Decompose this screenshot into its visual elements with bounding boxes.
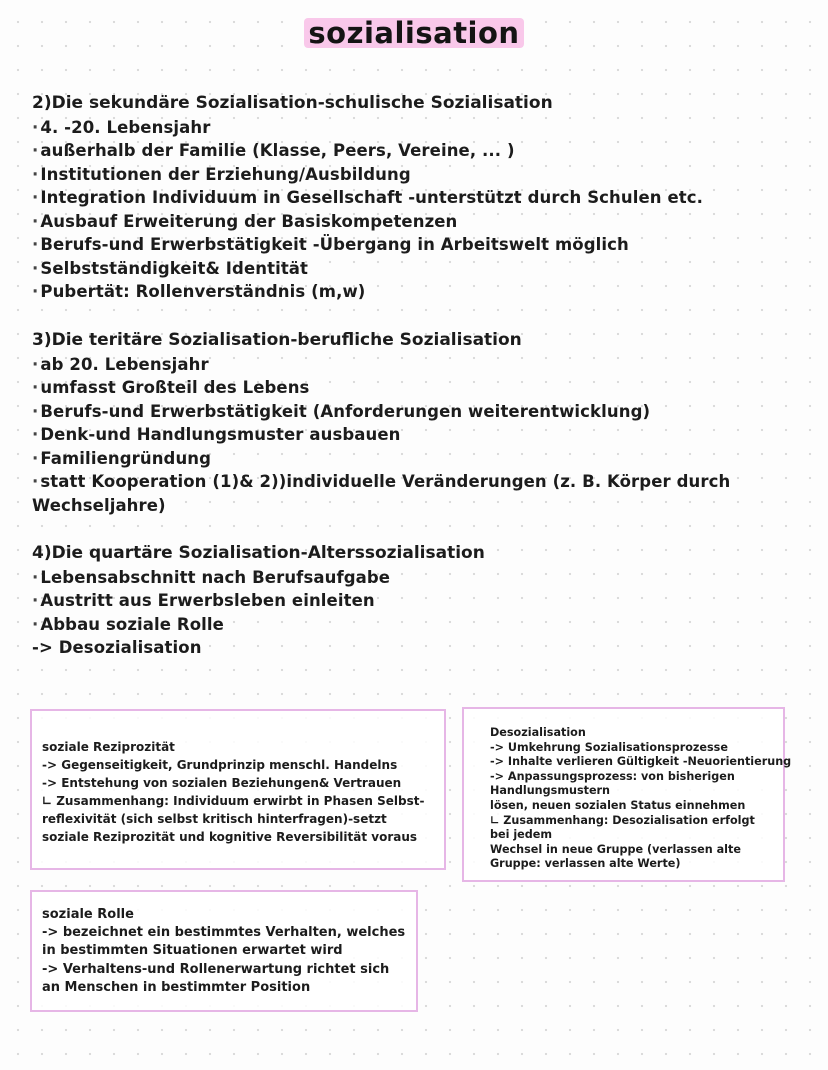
note-box-desozialisation bbox=[462, 707, 792, 882]
box-line: -> Verhaltens-und Rollenerwartung richtet sich bbox=[42, 961, 390, 977]
section-list bbox=[32, 353, 792, 518]
box-line: ∟ Zusammenhang: Individuum erwirbt in Phasen Selbst- bbox=[42, 794, 425, 808]
section-heading: 3)Die teritäre Sozialisation-berufliche Sozialisation bbox=[32, 330, 522, 350]
section-quaternary bbox=[32, 542, 792, 660]
list-item: · Berufs-und Erwerbstätigkeit -Übergang in Arbeitswelt möglich bbox=[32, 235, 629, 254]
list-item: · Lebensabschnitt nach Berufsaufgabe bbox=[32, 567, 391, 587]
list-item: · Institutionen der Erziehung/Ausbildung bbox=[32, 164, 411, 184]
box-line: -> bezeichnet ein bestimmtes Verhalten, welches bbox=[42, 925, 406, 941]
list-item: · Familiengründung bbox=[32, 448, 212, 468]
box-line: lösen, neuen sozialen Status einnehmen bbox=[490, 798, 746, 812]
box-line: -> Inhalte verlieren Gültigkeit -Neuorientierung bbox=[490, 755, 792, 769]
box-line: -> Umkehrung Sozialisationsprozesse bbox=[490, 740, 728, 754]
section-list bbox=[32, 566, 792, 660]
section-list bbox=[32, 116, 792, 304]
note-box-rolle bbox=[30, 890, 418, 1012]
list-item: · Pubertät: Rollenverständnis (m,w) bbox=[32, 282, 366, 301]
box-line: in bestimmten Situationen erwartet wird bbox=[42, 943, 343, 959]
box-line: an Menschen in bestimmter Position bbox=[42, 979, 311, 995]
box-line: reflexivität (sich selbst kritisch hinterfragen)-setzt bbox=[42, 812, 387, 826]
note-box-reziprozitaet bbox=[30, 709, 446, 870]
box-line: Wechsel in neue Gruppe (verlassen alte Gruppe: verlassen alte Werte) bbox=[490, 842, 741, 871]
section-heading: 2)Die sekundäre Sozialisation-schulische Sozialisation bbox=[32, 93, 553, 113]
section-tertiary bbox=[32, 329, 792, 517]
list-item: · Denk-und Handlungsmuster ausbauen bbox=[32, 425, 401, 444]
list-item: · umfasst Großteil des Lebens bbox=[32, 378, 310, 397]
section-secondary bbox=[32, 92, 792, 304]
box-line: -> Anpassungsprozess: von bisherigen Handlungsmustern bbox=[490, 769, 735, 798]
list-item: · 4. -20. Lebensjahr bbox=[32, 117, 211, 137]
list-item: · Berufs-und Erwerbstätigkeit (Anforderungen weiterentwicklung) bbox=[32, 401, 651, 421]
list-item: · Integration Individuum in Gesellschaft -unterstützt durch Schulen etc. bbox=[32, 188, 704, 207]
page-title-wrap bbox=[0, 18, 828, 48]
box-line: -> Entstehung von sozialen Beziehungen& Vertrauen bbox=[42, 776, 402, 790]
box-line: ∟ Zusammenhang: Desozialisation erfolgt bei jedem bbox=[490, 813, 755, 842]
box-title: Desozialisation bbox=[490, 726, 586, 739]
list-item: · Selbstständigkeit& Identität bbox=[32, 258, 309, 278]
list-item: · Abbau soziale Rolle bbox=[32, 614, 224, 634]
page-title: sozialisation bbox=[304, 18, 523, 48]
box-title: soziale Reziprozität bbox=[42, 740, 175, 754]
list-item: · Austritt aus Erwerbsleben einleiten bbox=[32, 591, 375, 610]
box-line: soziale Reziprozität und kognitive Reversibilität voraus bbox=[42, 830, 418, 844]
list-item: · ab 20. Lebensjahr bbox=[32, 354, 209, 374]
box-line: -> Gegenseitigkeit, Grundprinzip menschl. Handelns bbox=[42, 758, 398, 772]
list-item: · statt Kooperation (1)& 2))individuelle Veränderungen (z. B. Körper durch Wechseljahre) bbox=[32, 472, 731, 515]
box-title: soziale Rolle bbox=[42, 907, 134, 922]
section-heading: 4)Die quartäre Sozialisation-Alterssozialisation bbox=[32, 543, 485, 563]
list-item: · außerhalb der Familie (Klasse, Peers, Vereine, ... ) bbox=[32, 141, 515, 160]
list-item: · Ausbauf Erweiterung der Basiskompetenzen bbox=[32, 211, 458, 231]
arrow-item: -> Desozialisation bbox=[32, 638, 202, 657]
